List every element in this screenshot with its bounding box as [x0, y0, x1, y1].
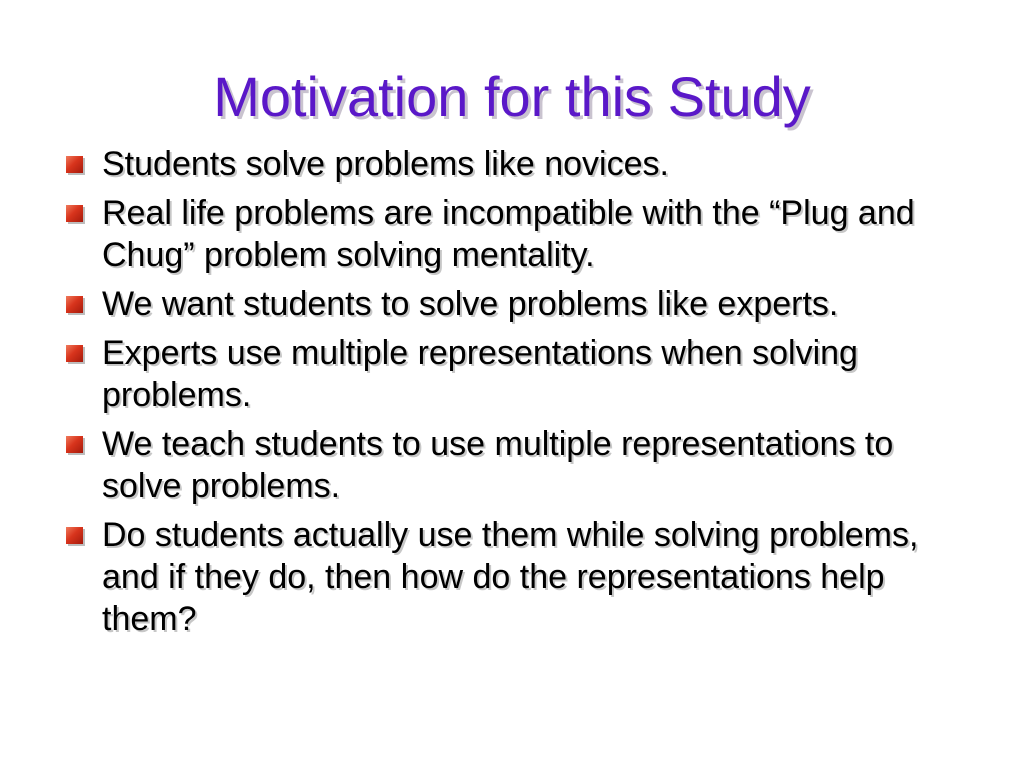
bullet-list: [62, 143, 962, 647]
slide-title: Motivation for this Study: [213, 65, 811, 128]
bullet-text: We teach students to use multiple representations to solve problems.: [102, 425, 894, 505]
square-bullet-icon: [66, 156, 83, 173]
bullet-text: Experts use multiple representations when solving problems.: [102, 334, 858, 414]
bullet-item: [62, 423, 962, 507]
bullet-item: [62, 283, 962, 325]
bullet-text: Do students actually use them while solving problems, and if they do, then how do the representations help them?: [102, 516, 919, 638]
square-bullet-icon: [66, 345, 83, 362]
square-bullet-icon: [66, 436, 83, 453]
bullet-item: [62, 143, 962, 185]
bullet-item: [62, 332, 962, 416]
bullet-item: [62, 192, 962, 276]
bullet-text: Students solve problems like novices.: [102, 145, 669, 183]
bullet-text: Real life problems are incompatible with the “Plug and Chug” problem solving mentality.: [102, 194, 915, 274]
bullet-text: We want students to solve problems like experts.: [102, 285, 839, 323]
square-bullet-icon: [66, 205, 83, 222]
square-bullet-icon: [66, 527, 83, 544]
bullet-item: [62, 514, 962, 640]
square-bullet-icon: [66, 296, 83, 313]
